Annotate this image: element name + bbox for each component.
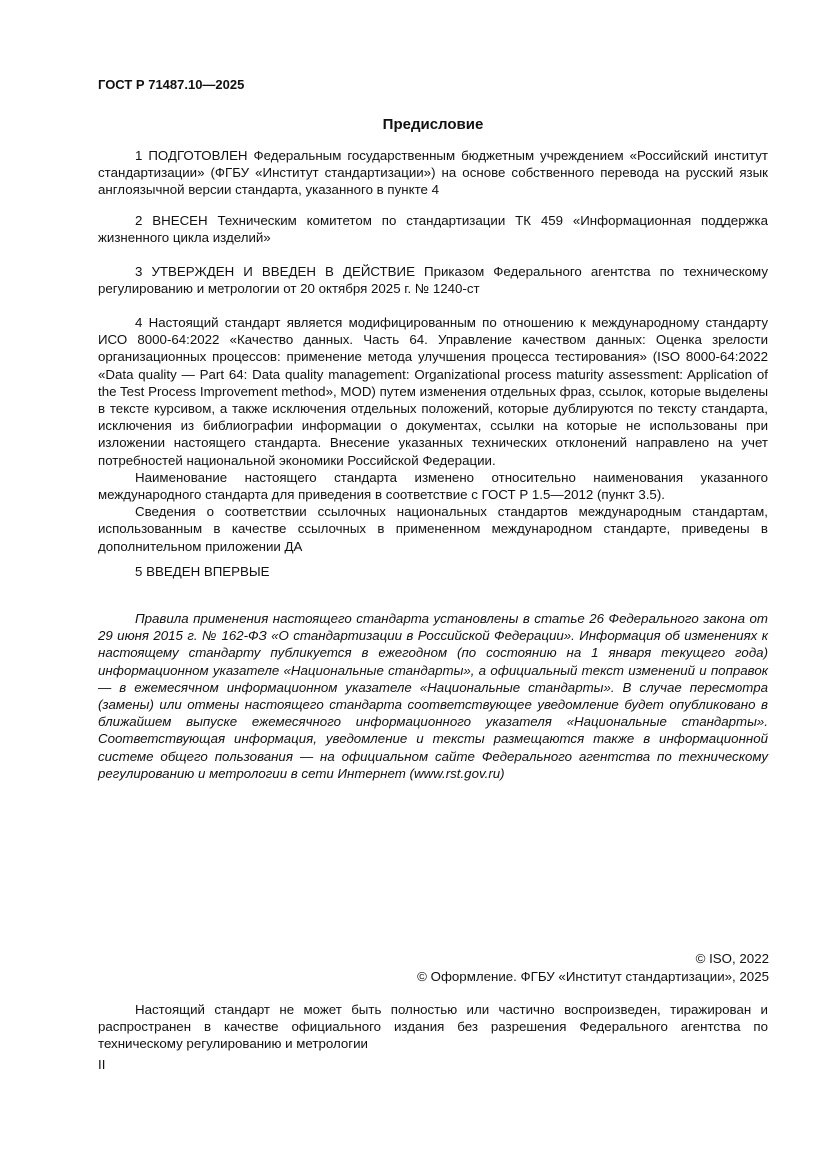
item-4-paragraph-2: Наименование настоящего стандарта изменено относительно наименования указанного международного стандарта для приведения в соответствие с ГОСТ Р 1.5—2012 (пункт 3.5). xyxy=(98,469,768,503)
standard-usage-notice xyxy=(98,610,768,782)
reproduction-notice xyxy=(98,1001,768,1053)
copyright-design: © Оформление. ФГБУ «Институт стандартизации», 2025 xyxy=(417,969,769,984)
document-id: ГОСТ Р 71487.10—2025 xyxy=(98,77,245,92)
foreword-item-4 xyxy=(98,314,768,555)
item-5-text: 5 ВВЕДЕН ВПЕРВЫЕ xyxy=(135,564,270,579)
item-4-paragraph-3: Сведения о соответствии ссылочных национальных стандартов международным стандартам, использованным в качестве ссылочных в примененном международном стандарте, приведены в дополнительном приложении ДА xyxy=(98,504,768,554)
item-2-text: 2 ВНЕСЕН Техническим комитетом по стандартизации ТК 459 «Информационная поддержка жизненного цикла изделий» xyxy=(98,213,768,246)
foreword-item-2 xyxy=(98,212,768,246)
copyright-iso: © ISO, 2022 xyxy=(695,951,769,966)
notice-text: Правила применения настоящего стандарта установлены в статье 26 Федерального закона от 29 июня 2015 г. № 162-ФЗ «О стандартизации в Российской Федерации». Информация об изменениях к настоящему стандарту публикуется в ежегодном (по состоянию на 1 января текущего года) информационном указателе «Национальные стандарты», а официальный текст изменений и поправок — в ежемесячном информационном указателе «Национальные стандарты». В случае пересмотра (замены) или отмены настоящего стандарта соответствующее уведомление будет опубликовано в ближайшем выпуске ежемесячного информационного указателя «Национальные стандарты». Соответствующая информация, уведомление и тексты размещаются также в информационной системе общего пользования — на официальном сайте Федерального агентства по техническому регулированию и метрологии в сети Интернет (www.rst.gov.ru) xyxy=(98,611,768,781)
page-title: Предисловие xyxy=(382,116,484,133)
item-3-text: 3 УТВЕРЖДЕН И ВВЕДЕН В ДЕЙСТВИЕ Приказом Федерального агентства по техническому регулированию и метрологии от 20 октября 2025 г. № 1240-ст xyxy=(98,264,768,297)
item-4-paragraph-1: 4 Настоящий стандарт является модифицированным по отношению к международному стандарту ИСО 8000-64:2022 «Качество данных. Часть 64. Управление качеством данных: Оценка зрелости организационных процессов: применение метода улучшения процесса тестирования» (ISO 8000-64:2022 «Data quality — Part 64: Data quality management: Organizational process maturity assessment: Application of the Test Process Improvement method», MOD) путем изменения отдельных фраз, ссылок, которые выделены в тексте курсивом, а также исключения отдельных положений, которые дублируются по тексту стандарта, исключения из библиографии информации о документах, ссылки на которые не использованы при изложении настоящего стандарта. Внесение указанных технических отклонений направлено на учет потребностей национальной экономики Российской Федерации. xyxy=(98,315,768,468)
foreword-item-1 xyxy=(98,147,768,199)
page-number: II xyxy=(98,1057,106,1072)
reproduction-notice-text: Настоящий стандарт не может быть полностью или частично воспроизведен, тиражирован и распространен в качестве официального издания без разрешения Федерального агентства по техническому регулированию и метрологии xyxy=(98,1002,768,1052)
item-1-text: 1 ПОДГОТОВЛЕН Федеральным государственным бюджетным учреждением «Российский институт стандартизации» (ФГБУ «Институт стандартизации») на основе собственного перевода на русский язык англоязычной версии стандарта, указанного в пункте 4 xyxy=(98,148,768,198)
foreword-item-5 xyxy=(98,563,768,580)
foreword-item-3 xyxy=(98,263,768,297)
